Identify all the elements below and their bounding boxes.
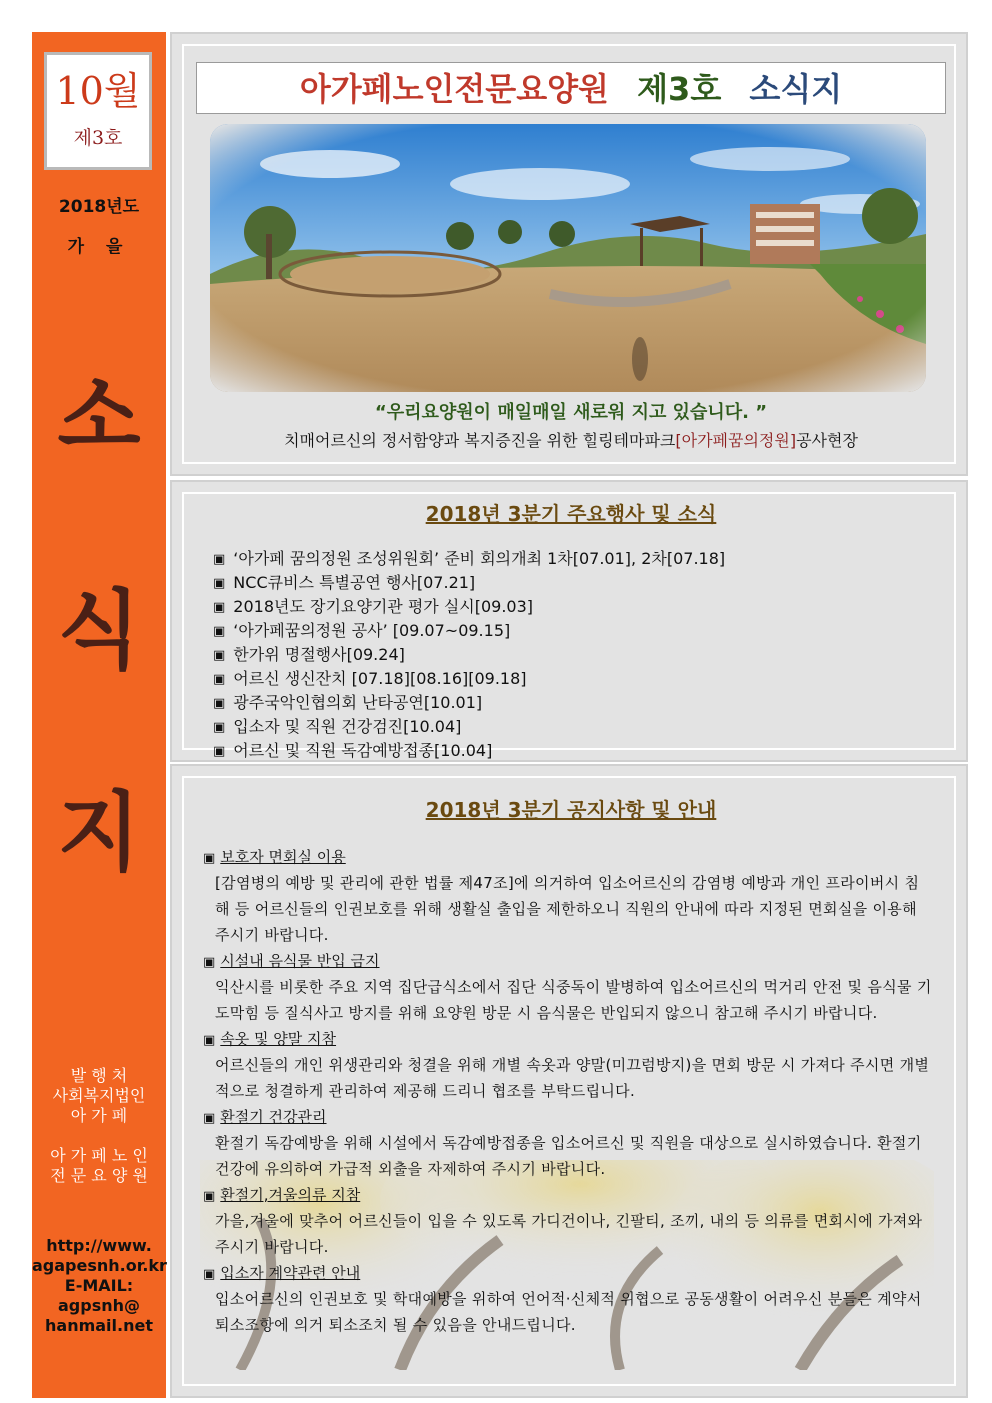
square-bullet-icon: ▣ [213, 720, 226, 735]
notice-item [203, 1028, 933, 1104]
caption-text: 치매어르신의 정서함양과 복지증진을 위한 힐링테마파크 [284, 431, 676, 450]
contact-info [32, 1236, 166, 1336]
month-label: 10월 [55, 69, 141, 113]
title-issue: 제3호 [637, 70, 722, 108]
square-bullet-icon: ▣ [203, 1267, 216, 1282]
square-bullet-icon: ▣ [203, 1189, 216, 1204]
notice-body: 어르신들의 개인 위생관리와 청결을 위해 개별 속옷과 양말(미끄럼방지)을 면회 방문 시 가져다 주시면 개별적으로 청결하게 관리하여 제공해 드리니 협조를 부탁드립니다. [215, 1056, 930, 1100]
caption-highlight: [아가페꿈의정원] [675, 431, 797, 450]
notice-body: 가을,겨울에 맞추어 어르신들이 입을 수 있도록 가디건이나, 긴팔티, 조끼, 내의 등 의류를 면회시에 가져와 주시기 바랍니다. [215, 1212, 923, 1256]
notice-body: 환절기 독감예방을 위해 시설에서 독감예방접종을 입소어르신 및 직원을 대상으로 실시하였습니다. 환절기 건강에 유의하여 가급적 외출을 자제하여 주시기 바랍니다. [215, 1134, 922, 1178]
email-line[interactable]: hanmail.net [45, 1316, 153, 1335]
photo-caption [180, 428, 962, 451]
title-newsletter: 소식지 [749, 70, 843, 108]
newsletter-title [196, 62, 946, 114]
year-label: 2018년도 [58, 197, 140, 217]
big-char-ji: 지 [57, 783, 141, 883]
square-bullet-icon: ▣ [203, 1033, 216, 1048]
notice-body: [감염병의 예방 및 관리에 관한 법률 제47조]에 의거하여 입소어르신의 감염병 예방과 개인 프라이버시 침해 등 어르신들의 인권보호를 위해 생활실 출입을 제한하오니 직원의 안내에 따라 지정된 면회실을 이용해 주시기 바랍니다. [215, 874, 920, 944]
list-item: ▣ ‘아가페꿈의정원 공사’ [09.07~09.15] [213, 621, 511, 640]
square-bullet-icon: ▣ [213, 624, 226, 639]
square-bullet-icon: ▣ [213, 696, 226, 711]
publisher-line: 발 행 처 [70, 1066, 128, 1085]
notice-heading: ▣ 환절기 건강관리 [203, 1106, 933, 1130]
square-bullet-icon: ▣ [203, 851, 216, 866]
email-label: E-MAIL: [64, 1276, 134, 1295]
publisher-line: 아 가 페 노 인 [50, 1146, 148, 1165]
caption-suffix: 공사현장 [796, 431, 858, 450]
notice-heading: ▣ 입소자 계약관련 안내 [203, 1262, 933, 1286]
garden-construction-photo [210, 124, 926, 392]
list-item: ▣ ‘아가페 꿈의정원 조성위원회’ 준비 회의개최 1차[07.01], 2차[07.18] [213, 549, 726, 568]
square-bullet-icon: ▣ [203, 955, 216, 970]
square-bullet-icon: ▣ [213, 648, 226, 663]
publisher-spacer [32, 1126, 166, 1146]
publisher-line: 전 문 요 양 원 [50, 1166, 148, 1185]
website-line[interactable]: agapesnh.or.kr [32, 1256, 167, 1275]
title-org: 아가페노인전문요양원 [299, 70, 609, 108]
sidebar [32, 32, 166, 1398]
issue-number: 제3호 [73, 127, 123, 149]
list-item: ▣ 광주국악인협의회 난타공연[10.01] [213, 693, 483, 712]
list-item: ▣ 입소자 및 직원 건강검진[10.04] [213, 717, 462, 736]
events-list [213, 547, 725, 763]
month-box [44, 52, 152, 170]
publisher-line: 사회복지법인 [52, 1086, 146, 1105]
website-line[interactable]: http://www. [46, 1236, 152, 1255]
list-item: ▣ NCC큐비스 특별공연 행사[07.21] [213, 573, 476, 592]
publisher-info [32, 1066, 166, 1186]
list-item: ▣ 어르신 및 직원 독감예방접종[10.04] [213, 741, 493, 760]
square-bullet-icon: ▣ [213, 672, 226, 687]
list-item: ▣ 어르신 생신잔치 [07.18][08.16][09.18] [213, 669, 527, 688]
big-char-so: 소 [57, 367, 141, 467]
notice-item [203, 1262, 933, 1338]
notice-heading: ▣ 보호자 면회실 이용 [203, 846, 933, 870]
list-item: ▣ 한가위 명절행사[09.24] [213, 645, 405, 664]
notices-title: 2018년 3분기 공지사항 및 안내 [425, 798, 717, 822]
notice-item [203, 1106, 933, 1182]
events-title: 2018년 3분기 주요행사 및 소식 [425, 502, 717, 526]
email-line[interactable]: agpsnh@ [57, 1296, 140, 1315]
square-bullet-icon: ▣ [213, 576, 226, 591]
panorama-illustration [210, 124, 926, 392]
notice-item [203, 950, 933, 1026]
headline-quote: “우리요양원이 매일매일 새로워 지고 있습니다. ” [374, 402, 768, 423]
notice-heading: ▣ 환절기,겨울의류 지참 [203, 1184, 933, 1208]
square-bullet-icon: ▣ [213, 600, 226, 615]
publisher-line: 아 가 페 [70, 1106, 128, 1125]
notice-body: 익산시를 비롯한 주요 지역 집단급식소에서 집단 식중독이 발병하여 입소어르신의 먹거리 안전 및 음식물 기도막힘 등 질식사고 방지를 위해 요양원 방문 시 음식물은 반입되지 않으니 참고해 주시기 바랍니다. [215, 978, 932, 1022]
square-bullet-icon: ▣ [213, 552, 226, 567]
notice-heading: ▣ 속옷 및 양말 지참 [203, 1028, 933, 1052]
big-char-sik: 식 [57, 581, 141, 681]
notice-body: 입소어르신의 인권보호 및 학대예방을 위하여 언어적·신체적 위협으로 공동생활이 어려우신 분들은 계약서 퇴소조항에 의거 퇴소조치 될 수 있음을 안내드립니다. [215, 1290, 922, 1334]
season-label: 가 을 [67, 237, 131, 257]
notice-item [203, 1184, 933, 1260]
square-bullet-icon: ▣ [203, 1111, 216, 1126]
notice-heading: ▣ 시설내 음식물 반입 금지 [203, 950, 933, 974]
list-item: ▣ 2018년도 장기요양기관 평가 실시[09.03] [213, 597, 534, 616]
square-bullet-icon: ▣ [213, 744, 226, 759]
notice-item [203, 846, 933, 948]
notices-list [203, 846, 933, 1340]
